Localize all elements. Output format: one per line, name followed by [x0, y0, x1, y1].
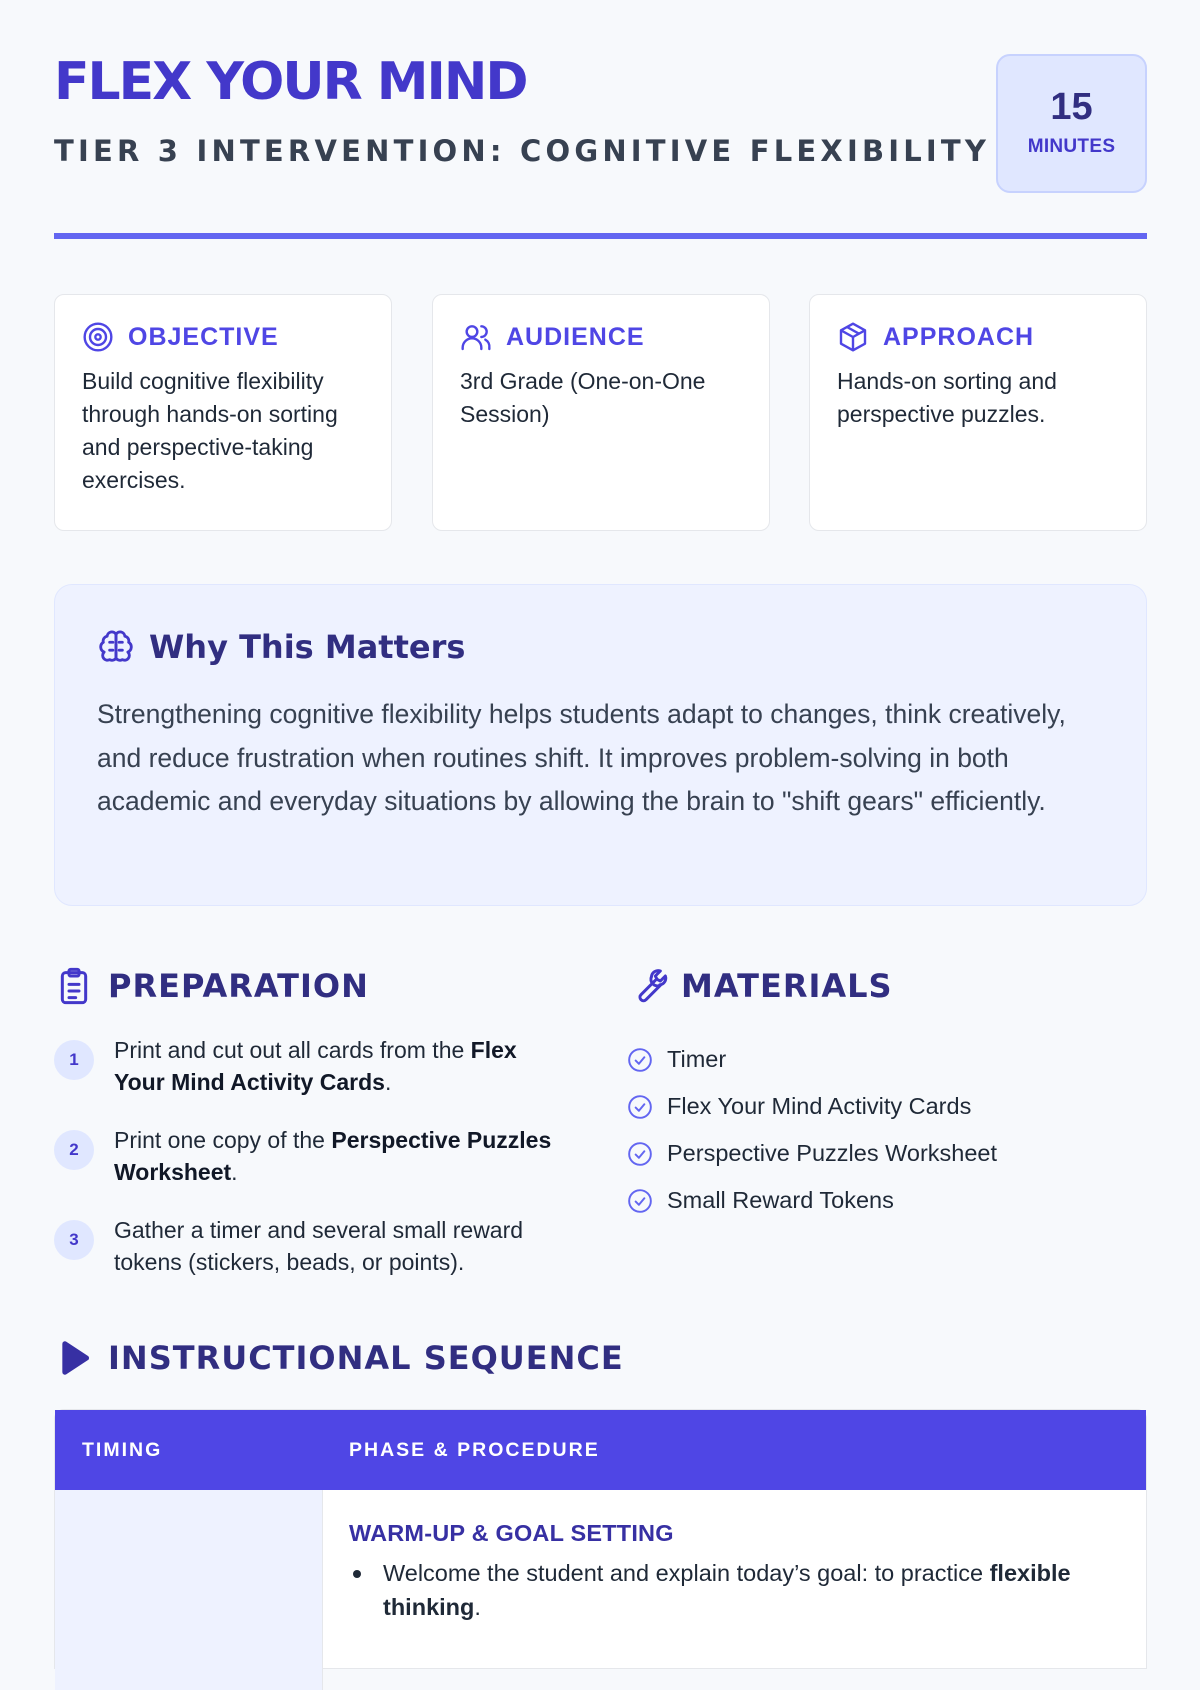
approach-card [809, 294, 1147, 531]
audience-label: AUDIENCE [506, 322, 645, 351]
objective-label: OBJECTIVE [128, 322, 279, 351]
sequence-title: INSTRUCTIONAL SEQUENCE [108, 1339, 624, 1377]
check-circle-icon [627, 1141, 653, 1167]
preparation-step: 2 Print one copy of the Perspective Puzzles Worksheet. [54, 1124, 564, 1188]
column-header-phase: PHASE & PROCEDURE [349, 1439, 600, 1461]
approach-text: Hands-on sorting and perspective puzzles. [837, 368, 1057, 427]
check-circle-icon [627, 1094, 653, 1120]
step-text: Gather a timer and several small reward tokens (stickers, beads, or points). [114, 1217, 524, 1275]
duration-badge [996, 54, 1147, 193]
objective-card [54, 294, 392, 531]
timing-cell [55, 1490, 323, 1690]
materials-title: MATERIALS [681, 967, 893, 1005]
sequence-table [54, 1409, 1147, 1669]
preparation-steps [54, 1034, 564, 1278]
header-divider [54, 233, 1147, 239]
wrench-icon [627, 966, 667, 1006]
materials-list [627, 1036, 997, 1224]
preparation-step [54, 1214, 564, 1278]
step-number: 3 [54, 1220, 94, 1260]
why-title: Why This Matters [149, 628, 466, 666]
material-item: Small Reward Tokens [627, 1177, 997, 1224]
audience-card [432, 294, 770, 531]
target-icon [82, 321, 114, 353]
step-number: 1 [54, 1040, 94, 1080]
clipboard-icon [54, 966, 94, 1006]
brain-icon [97, 628, 135, 666]
preparation-heading [54, 964, 369, 1008]
step-text: Print one copy of the [114, 1127, 332, 1153]
preparation-title: PREPARATION [108, 967, 369, 1005]
box-icon [837, 321, 869, 353]
material-item: Perspective Puzzles Worksheet [627, 1130, 997, 1177]
materials-heading [627, 964, 893, 1008]
check-circle-icon [627, 1047, 653, 1073]
page-title: FLEX YOUR MIND [54, 52, 527, 112]
approach-label: APPROACH [883, 322, 1035, 351]
users-icon [460, 321, 492, 353]
step-bold-text: Flex Your Mind Activity Cards [114, 1037, 517, 1095]
check-circle-icon [627, 1188, 653, 1214]
material-item: Timer [627, 1036, 997, 1083]
objective-text: Build cognitive flexibility through hands-on sorting and perspective-taking exercises. [82, 368, 338, 493]
duration-value: 15 [1050, 86, 1093, 128]
phase-procedure-list [349, 1556, 1129, 1624]
step-number: 2 [54, 1130, 94, 1170]
duration-unit: MINUTES [1027, 136, 1116, 157]
play-icon [54, 1338, 94, 1378]
preparation-step: 1 Print and cut out all cards from the Flex Your Mind Activity Cards. [54, 1034, 564, 1098]
why-text: Strengthening cognitive flexibility helps students adapt to changes, think creatively, and reduce frustration when routines shift. It improves problem-solving in both academic and everyday situations by allowing the brain to "shift gears" efficiently. [97, 699, 1066, 816]
phase-title: WARM-UP & GOAL SETTING [349, 1520, 674, 1546]
sequence-heading [54, 1336, 624, 1380]
step-text: Print and cut out all cards from the [114, 1037, 471, 1063]
step-bold-text: Perspective Puzzles Worksheet [114, 1127, 552, 1185]
table-header [55, 1410, 1146, 1490]
info-cards [54, 294, 1147, 531]
header [54, 0, 1147, 240]
audience-text: 3rd Grade (One-on-One Session) [460, 368, 706, 427]
page-subtitle: TIER 3 INTERVENTION: COGNITIVE FLEXIBILITY [54, 134, 991, 168]
column-header-timing: TIMING [82, 1439, 163, 1461]
material-item: Flex Your Mind Activity Cards [627, 1083, 997, 1130]
procedure-item: Welcome the student and explain today’s goal: to practice flexible thinking. [349, 1556, 1129, 1624]
why-this-matters [54, 584, 1147, 906]
